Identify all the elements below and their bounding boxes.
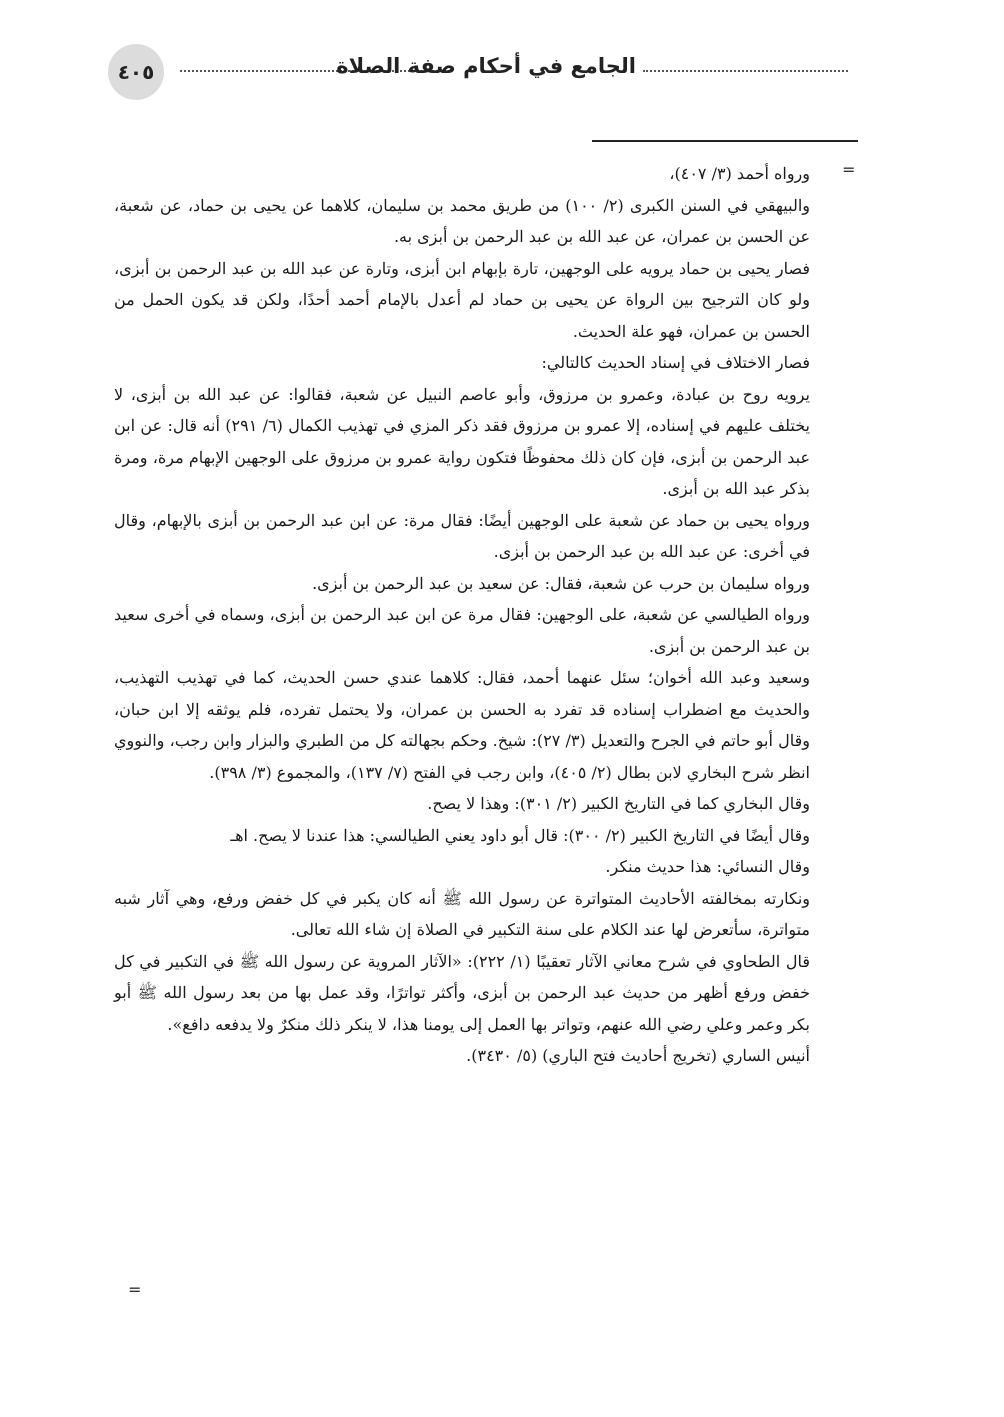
page-header	[108, 44, 848, 104]
footnote-body	[114, 158, 810, 1072]
footnote-paragraph: وقال أيضًا في التاريخ الكبير (٢/ ٣٠٠): قال أبو داود يعني الطيالسي: هذا عندنا لا يصح. اهـ	[230, 825, 810, 845]
footnote-paragraph: والبيهقي في السنن الكبرى (٢/ ١٠٠) من طريق محمد بن سليمان، كلاهما عن يحيى بن حماد، عن شعبة، عن الحسن بن عمران، عن عبد الله بن عبد الرحمن بن أبزى به.	[114, 195, 810, 246]
footnote-paragraph: ورواه الطيالسي عن شعبة، على الوجهين: فقال مرة عن ابن عبد الرحمن بن أبزى، وسماه في أخرى سعيد بن عبد الرحمن بن أبزى.	[114, 605, 811, 656]
continuation-mark-top: =	[842, 160, 856, 179]
footnote-paragraph: أنيس الساري (تخريج أحاديث فتح الباري) (٥/ ٣٤٣٠).	[466, 1046, 810, 1065]
footnote-paragraph: وسعيد وعبد الله أخوان؛ سئل عنهما أحمد، فقال: كلاهما عندي حسن الحديث، كما في تهذيب التهذيب، والحديث مع اضطراب إسناده قد تفرد به الحسن بن عمران، ولا يحتمل تفرده، فلم يوثقه إلا ابن حبان، وقال أبو حاتم في الجرح والتعديل (٣/ ٢٧): شيخ. وحكم بجهالته كل من الطبري والبزار وابن رجب، والنووي انظر شرح البخاري لابن بطال (٢/ ٤٠٥)، وابن رجب في الفتح (٧/ ١٣٧)، والمجموع (٣/ ٣٩٨).	[114, 668, 811, 782]
footnote-paragraph: فصار يحيى بن حماد يرويه على الوجهين، تارة بإبهام ابن أبزى، وتارة عن عبد الله بن عبد الرحمن بن أبزى، ولو كان الترجيح بين الرواة عن يحيى بن حماد لم أعدل بالإمام أحمد أحدًا، ولكن قد يكون الحمل من الحسن بن عمران، فهو علة الحديث.	[114, 258, 810, 341]
footnote-paragraph: ورواه سليمان بن حرب عن شعبة، فقال: عن سعيد بن عبد الرحمن بن أبزى.	[312, 573, 810, 593]
page-number: ٤٠٥	[108, 44, 164, 100]
footnote-paragraph: ورواه أحمد (٣/ ٤٠٧)،	[669, 164, 810, 183]
footnote-paragraph: وقال البخاري كما في التاريخ الكبير (٢/ ٣٠١): وهذا لا يصح.	[427, 794, 810, 813]
footnote-paragraph: فصار الاختلاف في إسناد الحديث كالتالي:	[541, 353, 810, 372]
footnote-paragraph: وقال النسائي: هذا حديث منكر.	[605, 857, 810, 876]
footnote-paragraph: ونكارته بمخالفته الأحاديث المتواترة عن رسول الله ﷺ أنه كان يكبر في كل خفض ورفع، وهي آثار شبه متواترة، سأتعرض لها عند الكلام على سنة التكبير في الصلاة إن شاء الله تعالى.	[114, 888, 810, 939]
footnote-paragraph: ورواه يحيى بن حماد عن شعبة على الوجهين أيضًا: فقال مرة: عن ابن عبد الرحمن بن أبزى بالإبهام، وقال في أخرى: عن عبد الله بن عبد الرحمن بن أبزى.	[114, 510, 810, 561]
footnote-separator	[592, 140, 858, 142]
footnote-paragraph: يرويه روح بن عبادة، وعمرو بن مرزوق، وأبو عاصم النبيل عن شعبة، فقالوا: عن عبد الله بن أبزى، لا يختلف عليهم في إسناده، إلا عمرو بن مرزوق فقد ذكر المزي في تهذيب الكمال (٦/ ٢٩١) أنه قال: عن ابن عبد الرحمن بن أبزى، فإن كان ذلك محفوظًا فتكون رواية عمرو بن مرزوق على الوجهين الإبهام مرة، ومرة بذكر عبد الله بن أبزى.	[114, 384, 810, 498]
header-dotted-leader-right	[643, 70, 848, 72]
footnote-paragraph: قال الطحاوي في شرح معاني الآثار تعقيبًا (١/ ٢٢٢): «الآثار المروية عن رسول الله ﷺ في التكبير في كل خفض ورفع أظهر من حديث عبد الرحمن بن أبزى، وأكثر تواترًا، وقد عمل بها من بعد رسول الله ﷺ أبو بكر وعمر وعلي رضي الله عنهم، وتواتر بها العمل إلى يومنا هذا، لا ينكر ذلك منكرٌ ولا يدفعه دافع».	[114, 951, 811, 1034]
continuation-mark-bottom: =	[128, 1280, 142, 1299]
book-title: الجامع في أحكام صفة الصلاة	[336, 54, 636, 78]
